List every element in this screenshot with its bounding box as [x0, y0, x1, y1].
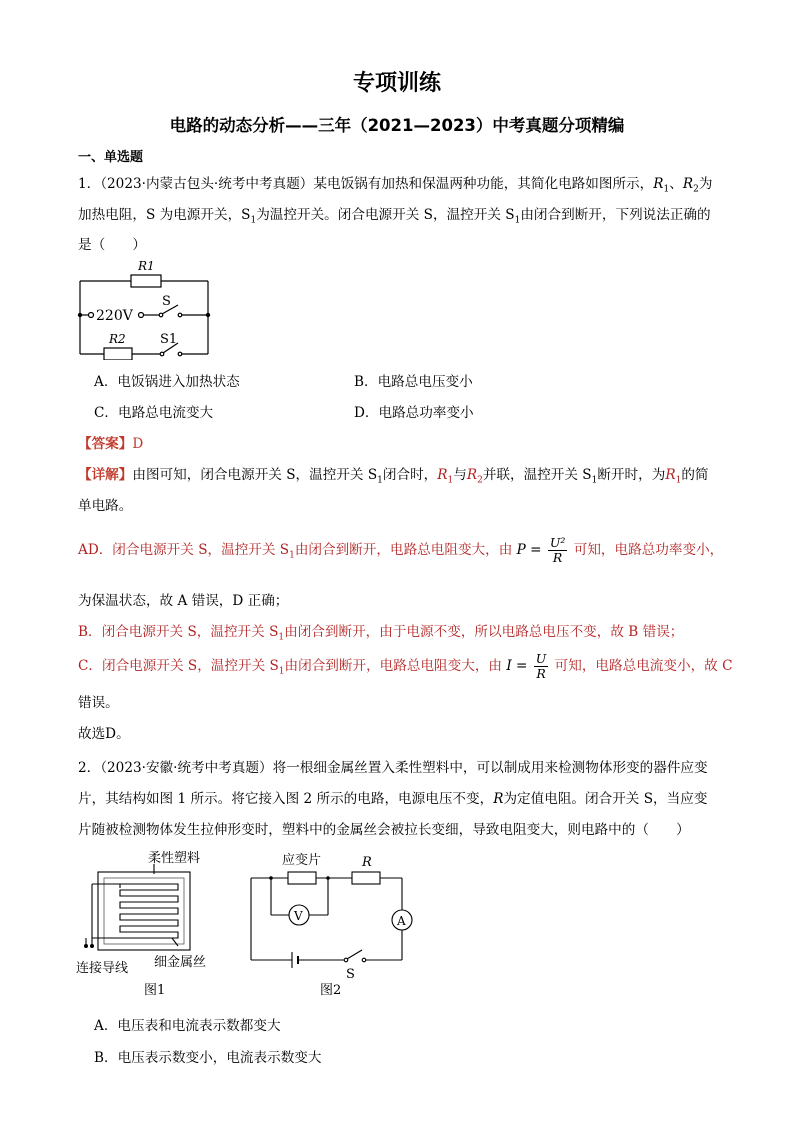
fig1-label-lead: 连接导线 [76, 961, 129, 976]
q1-label-s: S [162, 294, 171, 309]
q1-label-s1: S1 [160, 332, 178, 347]
page-subtitle: 电路的动态分析——三年（2021—2023）中考真题分项精编 [169, 116, 625, 135]
fig1-label-plastic: 柔性塑料 [148, 851, 201, 866]
q1-detail-b: B．闭合电源开关 S，温控开关 $S_1$由闭合到断开，由于电源不变，所以电路总电压不变，故 B 错误； [78, 624, 684, 643]
q1-detail-line2: 单电路。 [78, 498, 133, 514]
fig1-label-wire: 细金属丝 [154, 955, 207, 970]
q1-conclusion: 故选D。 [78, 726, 130, 742]
fig2-voltmeter-label: V [294, 909, 303, 923]
fig2-label-gauge: 应变片 [282, 853, 322, 868]
q1-detail-ad-line2: 为保温状态，故 A 错误，D 正确； [78, 593, 289, 609]
q2-option-b[interactable]: B．电压表示数变小，电流表示数变大 [94, 1050, 322, 1066]
q1-detail-c: C．闭合电源开关 S，温控开关 $S_1$由闭合到断开，电路总电阻变大，由 I = $\frac{U}{R}$ 可知，电路总电流变小，故 C [78, 651, 733, 681]
q1-circuit-diagram [74, 255, 214, 360]
q1-label-voltage: 220V [96, 308, 133, 324]
page-title: 专项训练 [352, 71, 441, 96]
fig2-ammeter-label: A [397, 914, 406, 928]
junction-left [78, 313, 82, 317]
q1-detail-c-line2: 错误。 [78, 695, 119, 711]
q1-stem-line1: 1．（2023·内蒙古包头·统考中考真题）某电饭锅有加热和保温两种功能，其简化电路如图所示，$R_1$、$R_2$为 [78, 176, 713, 195]
q2-stem-line1: 2．（2023·安徽·统考中考真题）将一根细金属丝置入柔性塑料中，可以制成用来检测物体形变的器件应变 [78, 760, 708, 776]
q1-detail-line1: 【详解】由图可知，闭合电源开关 S，温控开关 $S_1$闭合时，$R_1$与$R_2$并联，温控开关 $S_1$断开时，为$R_1$的简 [78, 467, 709, 486]
q1-detail-ad: AD．闭合电源开关 S，温控开关 $S_1$由闭合到断开，电路总电阻变大，由 P = $\frac{\text{U²}}{R}$ 可知，电路总功率变小， [78, 535, 724, 565]
q2-figure2-circuit [244, 848, 414, 1000]
q1-stem-line3: 是（ ） [78, 237, 146, 253]
q1-option-b[interactable]: B．电路总电压变小 [354, 374, 473, 390]
section-heading: 一、单选题 [78, 150, 144, 165]
formula-current: $\frac{U}{R}$ [535, 651, 547, 681]
fig2-switch-label: S [346, 967, 355, 982]
q2-figure1-strain-gauge [74, 848, 234, 1000]
q1-label-r2: R2 [109, 332, 126, 346]
q1-answer: 【答案】D [78, 436, 144, 452]
q2-option-a[interactable]: A．电压表和电流表示数都变大 [94, 1018, 281, 1034]
formula-power: $\frac{\text{U²}}{R}$ [549, 535, 566, 565]
q1-option-a[interactable]: A．电饭锅进入加热状态 [94, 374, 240, 390]
fig2-label-r: R [362, 855, 372, 870]
q1-stem-line2: 加热电阻，S 为电源开关，$S_1$为温控开关。闭合电源开关 S，温控开关 $S_1$由闭合到断开，下列说法正确的 [78, 207, 711, 226]
fig2-caption: 图2 [320, 983, 342, 998]
q1-option-d[interactable]: D．电路总功率变小 [354, 405, 474, 421]
q2-stem-line3: 片随被检测物体发生拉伸形变时，塑料中的金属丝会被拉长变细，导致电阻变大，则电路中的（ ） [78, 822, 690, 838]
fig1-caption: 图1 [144, 983, 166, 998]
q2-stem-line2: 片，其结构如图 1 所示。将它接入图 2 所示的电路，电源电压不变，R为定值电阻。闭合开关 S，当应变 [78, 791, 708, 807]
junction-right [206, 313, 210, 317]
q1-label-r1: R1 [138, 259, 155, 273]
q1-option-c[interactable]: C．电路总电流变大 [94, 405, 214, 421]
